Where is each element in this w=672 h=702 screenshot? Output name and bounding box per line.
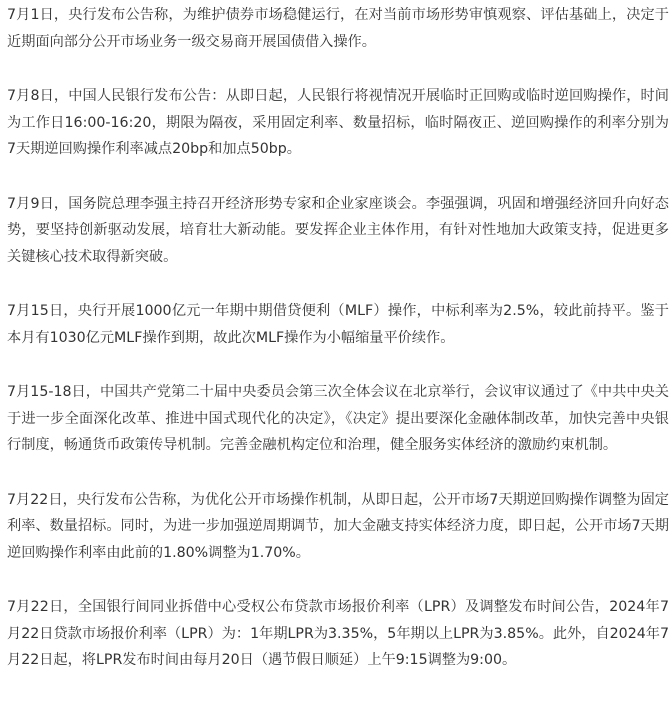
paragraph-jul-8: 7月8日，中国人民银行发布公告：从即日起，人民银行将视情况开展临时正回购或临时逆回购操作，时间为工作日16:00-16:20，期限为隔夜，采用固定利率、数量招标，临时隔夜正、逆回购操作的利率分别为7天期逆回购操作利率减点20bp和加点50bp。: [7, 88, 669, 157]
paragraph-jul-1: 7月1日，央行发布公告称，为维护债券市场稳健运行，在对当前市场形势审慎观察、评估基础上，决定于近期面向部分公开市场业务一级交易商开展国债借入操作。: [7, 7, 669, 50]
document-body: [7, 0, 669, 702]
paragraph-jul-22-lpr: 7月22日，全国银行间同业拆借中心受权公布贷款市场报价利率（LPR）及调整发布时间公告，2024年7月22日贷款市场报价利率（LPR）为：1年期LPR为3.35%，5年期以上LPR为3.85%。此外，自2024年7月22日起，将LPR发布时间由每月20日（遇节假日顺延）上午9:15调整为9:00。: [7, 599, 669, 668]
paragraph-jul-15: 7月15日，央行开展1000亿元一年期中期借贷便利（MLF）操作，中标利率为2.5%，较此前持平。鉴于本月有1030亿元MLF操作到期，故此次MLF操作为小幅缩量平价续作。: [7, 303, 669, 346]
paragraph-jul-22-reverse-repo: 7月22日，央行发布公告称，为优化公开市场操作机制，从即日起，公开市场7天期逆回购操作调整为固定利率、数量招标。同时，为进一步加强逆周期调节，加大金融支持实体经济力度，即日起，公开市场7天期逆回购操作利率由此前的1.80%调整为1.70%。: [7, 491, 669, 561]
paragraph-jul-9: 7月9日，国务院总理李强主持召开经济形势专家和企业家座谈会。李强强调，巩固和增强经济回升向好态势，要坚持创新驱动发展，培育壮大新动能。要发挥企业主体作用，有针对性地加大政策支持，促进更多关键核心技术取得新突破。: [7, 195, 669, 265]
paragraph-jul-15-18: 7月15-18日，中国共产党第二十届中央委员会第三次全体会议在北京举行，会议审议通过了《中共中央关于进一步全面深化改革、推进中国式现代化的决定》，《决定》提出要深化金融体制改革，加快完善中央银行制度，畅通货币政策传导机制。完善金融机构定位和治理，健全服务实体经济的激励约束机制。: [7, 384, 669, 453]
